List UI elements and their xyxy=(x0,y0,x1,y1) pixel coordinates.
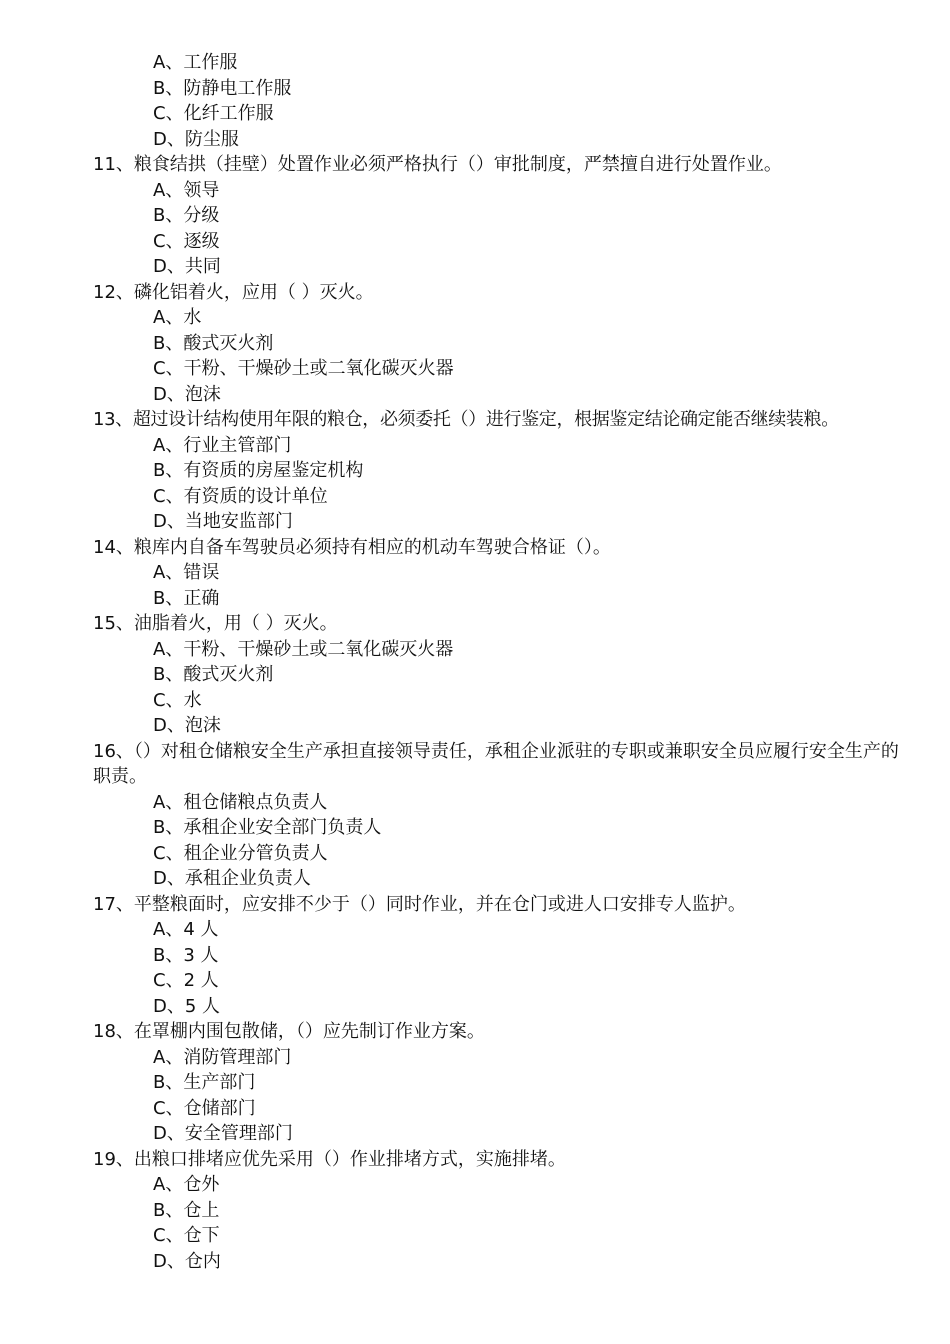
option-item: D、安全管理部门 xyxy=(153,1123,293,1144)
option-item: D、承租企业负责人 xyxy=(153,868,311,889)
option-item: A、行业主管部门 xyxy=(153,434,292,456)
question-19: 19、出粮口排堵应优先采用（）作业排堵方式，实施排堵。 xyxy=(93,1148,566,1170)
option-item: A、租仓储粮点负责人 xyxy=(153,791,328,813)
option-item: D、当地安监部门 xyxy=(153,511,293,532)
option-item: C、水 xyxy=(153,689,202,711)
option-item: D、仓内 xyxy=(153,1250,221,1272)
option-item: B、防静电工作服 xyxy=(153,77,292,99)
option-item: B、3 人 xyxy=(153,944,219,966)
option-item: C、仓储部门 xyxy=(153,1097,256,1119)
question-14: 14、粮库内自备车驾驶员必须持有相应的机动车驾驶合格证（）。 xyxy=(93,536,611,558)
question-13: 13、超过设计结构使用年限的粮仓，必须委托（）进行鉴定，根据鉴定结论确定能否继续装粮。 xyxy=(93,409,839,430)
question-12: 12、磷化铝着火，应用（ ）灭火。 xyxy=(93,281,374,303)
option-item: B、有资质的房屋鉴定机构 xyxy=(153,460,364,481)
question-list xyxy=(93,50,908,1274)
option-item: D、泡沫 xyxy=(153,715,221,736)
option-item: A、错误 xyxy=(153,562,220,583)
question-17: 17、平整粮面时，应安排不少于（）同时作业，并在仓门或进人口安排专人监护。 xyxy=(93,893,746,915)
option-item: B、承租企业安全部门负责人 xyxy=(153,817,382,838)
option-item: D、防尘服 xyxy=(153,128,239,150)
option-item: A、消防管理部门 xyxy=(153,1046,292,1068)
option-item: C、逐级 xyxy=(153,230,220,252)
option-item: A、水 xyxy=(153,307,202,328)
option-item: B、正确 xyxy=(153,587,220,609)
option-item: D、泡沫 xyxy=(153,383,221,405)
option-item: D、共同 xyxy=(153,256,221,277)
option-item: B、酸式灭火剂 xyxy=(153,664,274,685)
option-item: A、4 人 xyxy=(153,919,219,940)
option-item: B、仓上 xyxy=(153,1199,220,1221)
option-item: A、领导 xyxy=(153,179,220,201)
option-item: A、干粉、干燥砂土或二氧化碳灭火器 xyxy=(153,638,454,660)
option-item: A、工作服 xyxy=(153,52,238,73)
option-item: C、仓下 xyxy=(153,1225,220,1246)
option-item: D、5 人 xyxy=(153,995,221,1017)
option-item: C、2 人 xyxy=(153,970,219,991)
option-item: A、仓外 xyxy=(153,1174,220,1195)
option-item: C、化纤工作服 xyxy=(153,103,274,124)
question-16: 16、（）对租仓储粮安全生产承担直接领导责任，承租企业派驻的专职或兼职安全员应履行安全生产的职责。 xyxy=(93,740,899,787)
option-item: B、分级 xyxy=(153,205,220,226)
question-18: 18、在罩棚内围包散储，（）应先制订作业方案。 xyxy=(93,1021,485,1042)
question-11: 11、粮食结拱（挂壁）处置作业必须严格执行（）审批制度，严禁擅自进行处置作业。 xyxy=(93,154,782,175)
question-15: 15、油脂着火，用（ ）灭火。 xyxy=(93,613,338,634)
option-item: C、干粉、干燥砂土或二氧化碳灭火器 xyxy=(153,358,454,379)
option-item: B、生产部门 xyxy=(153,1072,256,1093)
option-item: B、酸式灭火剂 xyxy=(153,332,274,354)
option-item: C、租企业分管负责人 xyxy=(153,842,328,864)
option-item: C、有资质的设计单位 xyxy=(153,485,328,507)
